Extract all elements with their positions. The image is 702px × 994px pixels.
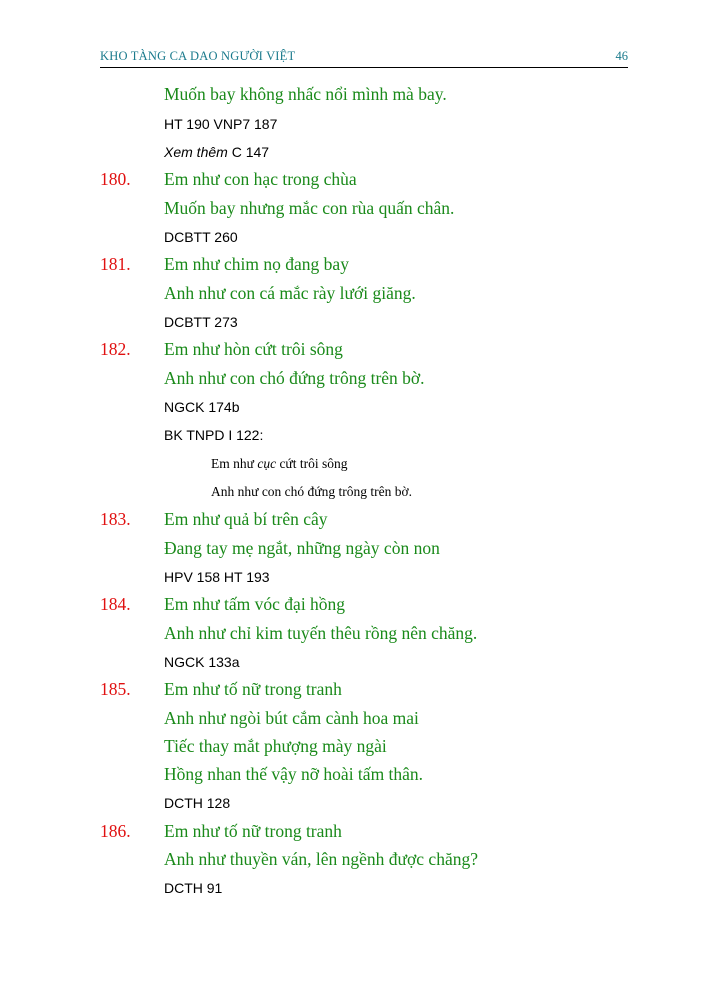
entry-number: 184. — [100, 594, 131, 614]
entry-number: 185. — [100, 679, 131, 699]
entry-number: 180. — [100, 169, 131, 189]
page-number: 46 — [615, 49, 628, 63]
page-header — [100, 49, 628, 68]
verse-line: Anh như con chó đứng trông trên bờ. — [164, 368, 425, 388]
verse-line: Em như hòn cứt trôi sông — [164, 339, 343, 359]
verse-line: Hồng nhan thế vậy nỡ hoài tấm thân. — [164, 764, 424, 784]
verse-line: Tiếc thay mắt phượng mày ngài — [164, 736, 387, 756]
verse-line: Đang tay mẹ ngắt, những ngày còn non — [164, 538, 440, 558]
verse-line: Em như tố nữ trong tranh — [164, 679, 342, 699]
verse-line: Em như tố nữ trong tranh — [164, 821, 342, 841]
verse-line: Muốn bay không nhấc nổi mình mà bay. — [164, 84, 447, 104]
source-citation: NGCK 174b — [164, 399, 240, 415]
see-also-label: Xem thêm — [164, 144, 228, 160]
book-title: KHO TÀNG CA DAO NGƯỜI VIỆT — [100, 49, 296, 63]
source-citation: BK TNPD I 122: — [164, 427, 264, 443]
see-also-ref: C 147 — [231, 144, 270, 160]
entry-number: 181. — [100, 254, 131, 274]
verse-line: Anh như ngòi bút cắm cành hoa mai — [164, 708, 419, 728]
source-citation: DCBTT 260 — [164, 229, 238, 245]
variant-line: Anh như con chó đứng trông trên bờ. — [211, 484, 412, 499]
see-also — [164, 144, 269, 160]
verse-line: Anh như con cá mắc rày lưới giăng. — [164, 283, 416, 303]
variant-line: Em như cục cứt trôi sông — [211, 456, 348, 471]
verse-line: Muốn bay nhưng mắc con rùa quấn chân. — [164, 198, 455, 218]
source-citation: HT 190 VNP7 187 — [164, 116, 278, 132]
source-citation: NGCK 133a — [164, 654, 240, 670]
verse-line: Anh như chỉ kim tuyến thêu rồng nên chăng. — [164, 623, 478, 643]
source-citation: DCTH 91 — [164, 880, 223, 896]
source-citation: DCBTT 273 — [164, 314, 238, 330]
source-citation: HPV 158 HT 193 — [164, 569, 270, 585]
verse-line: Em như chim nọ đang bay — [164, 254, 349, 274]
verse-line: Em như tấm vóc đại hồng — [164, 594, 346, 614]
source-citation: DCTH 128 — [164, 795, 231, 811]
entry-number: 183. — [100, 509, 131, 529]
verse-line: Em như quả bí trên cây — [164, 509, 328, 529]
verse-line: Em như con hạc trong chùa — [164, 169, 357, 189]
verse-line: Anh như thuyền ván, lên ngềnh được chăng? — [164, 849, 478, 869]
entry-number: 186. — [100, 821, 131, 841]
entry-number: 182. — [100, 339, 131, 359]
